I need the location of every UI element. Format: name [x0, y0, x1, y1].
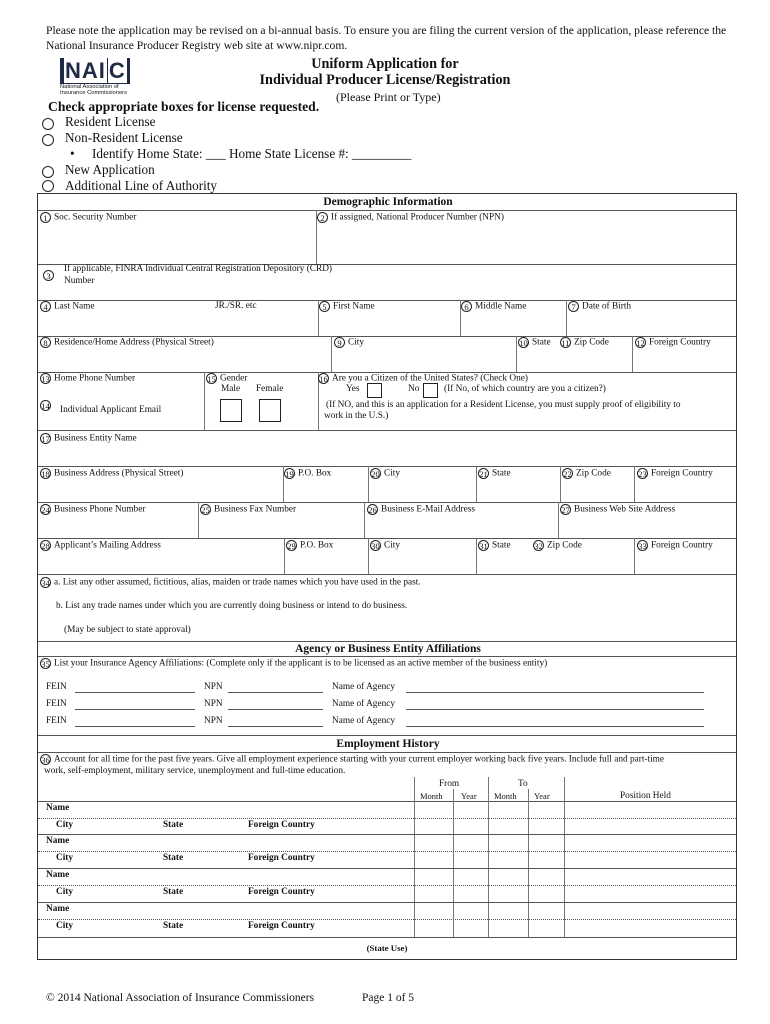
gender-female-label: Female — [256, 384, 284, 394]
field-number-5: 5 — [319, 301, 330, 312]
field-mailing-foreign-country[interactable]: 33 Foreign Country — [638, 540, 713, 551]
field-number-23: 23 — [638, 469, 647, 479]
new-application-radio[interactable] — [42, 166, 54, 178]
field-jr-sr[interactable]: JR./SR. etc — [215, 301, 257, 311]
field-number-3: 3 — [43, 270, 54, 281]
field-number-16: 16 — [319, 374, 328, 384]
field-number-18: 18 — [41, 469, 50, 479]
logo-subtitle-1: National Association of — [60, 84, 119, 90]
agency-name-label-3: Name of Agency — [332, 716, 395, 726]
field-number-1: 1 — [40, 212, 51, 223]
field-business-state[interactable]: 21 State — [479, 468, 511, 479]
agency-npn-label-3: NPN — [204, 716, 223, 726]
application-form-frame — [37, 193, 737, 960]
employment-foreign-label-4: Foreign Country — [248, 921, 315, 931]
employment-city-label-2: City — [56, 853, 74, 863]
field-foreign-country[interactable]: 12 Foreign Country — [636, 337, 711, 348]
field-number-4: 4 — [40, 301, 51, 312]
field-number-32: 32 — [534, 541, 543, 551]
demographic-heading: Demographic Information — [323, 196, 453, 208]
to-month-label: Month — [494, 791, 517, 801]
gender-male-checkbox[interactable] — [220, 399, 242, 422]
page-number: Page 1 of 5 — [362, 992, 415, 1004]
citizen-no-note: (If No, of which country are you a citizen?) — [444, 384, 606, 394]
field-business-website[interactable]: 27 Business Web Site Address — [561, 504, 676, 515]
employment-name-label-2: Name — [46, 836, 70, 846]
gender-female-checkbox[interactable] — [259, 399, 281, 422]
field-number-9: 9 — [334, 337, 345, 348]
field-business-email[interactable]: 26 Business E-Mail Address — [368, 504, 475, 515]
field-date-of-birth[interactable]: 7 Date of Birth — [568, 301, 631, 313]
agency-name-input-3[interactable] — [406, 726, 704, 727]
field-number-2: 2 — [317, 212, 328, 223]
field-citizen: 16 Are you a Citizen of the United States? (Check One) — [319, 373, 528, 384]
field-business-city[interactable]: 20 City — [371, 468, 401, 479]
field-number-29: 29 — [287, 541, 296, 551]
field-number-12: 12 — [636, 338, 645, 348]
field-number-15: 15 — [207, 374, 216, 384]
resident-license-radio[interactable] — [42, 118, 54, 130]
employment-name-label-3: Name — [46, 870, 70, 880]
field-number-11: 11 — [561, 338, 570, 348]
logo-text: NAI — [65, 58, 106, 83]
citizen-no-checkbox[interactable] — [423, 383, 438, 398]
field-other-names[interactable]: 34 a. List any other assumed, fictitious, alias, maiden or trade names which you have used in the past. — [41, 577, 421, 588]
field-number-21: 21 — [479, 469, 488, 479]
from-month-label: Month — [420, 791, 443, 801]
gender-male-label: Male — [221, 384, 241, 394]
non-resident-license-radio[interactable] — [42, 134, 54, 146]
employment-foreign-label-2: Foreign Country — [248, 853, 315, 863]
field-email-label: Individual Applicant Email — [60, 405, 162, 415]
field-number-27: 27 — [561, 505, 570, 515]
employment-state-label-3: State — [163, 887, 184, 897]
agency-fein-label-3: FEIN — [46, 716, 67, 726]
agency-npn-input-3[interactable] — [228, 726, 323, 727]
employment-state-label-4: State — [163, 921, 184, 931]
field-number-33: 33 — [638, 541, 647, 551]
copyright-footer: © 2014 National Association of Insurance Commissioners — [46, 992, 315, 1004]
field-number-22: 22 — [563, 469, 572, 479]
employment-city-label-4: City — [56, 921, 74, 931]
agency-npn-label-1: NPN — [204, 682, 223, 692]
to-year-label: Year — [534, 791, 550, 801]
field-city[interactable]: 9 City — [334, 337, 364, 349]
bullet: • — [70, 146, 75, 161]
agency-fein-input-2[interactable] — [75, 709, 195, 710]
agency-name-label-2: Name of Agency — [332, 699, 395, 709]
field-number-35: 35 — [41, 659, 50, 669]
field-number-20: 20 — [371, 469, 380, 479]
from-year-label: Year — [461, 791, 477, 801]
resident-license-label: Resident License — [65, 114, 156, 129]
employment-heading: Employment History — [336, 738, 440, 750]
agency-fein-input-1[interactable] — [75, 692, 195, 693]
employment-name-label-1: Name — [46, 803, 70, 813]
field-number-24: 24 — [41, 505, 50, 515]
additional-loa-radio[interactable] — [42, 180, 54, 192]
field-number-36: 36 — [41, 755, 50, 765]
field-mailing-address[interactable]: 28 Applicant’s Mailing Address — [41, 540, 161, 551]
field-npn[interactable]: 2 If assigned, National Producer Number (NPN) — [317, 212, 504, 224]
field-business-fax[interactable]: 25 Business Fax Number — [201, 504, 297, 515]
state-approval-note: (May be subject to state approval) — [64, 625, 191, 635]
citizen-proof-note-1: (If NO, and this is an application for a Resident License, you must supply proof of eligibility to — [326, 400, 681, 410]
field-mailing-zip[interactable]: 32 Zip Code — [534, 540, 582, 551]
field-number-28: 28 — [41, 541, 50, 551]
logo-highlight: C — [108, 58, 126, 83]
logo-subtitle-2: Insurance Commissioners — [60, 90, 128, 97]
agency-npn-input-2[interactable] — [228, 709, 323, 710]
home-state-field[interactable]: Identify Home State: ___ Home State License #: _________ — [92, 146, 412, 161]
field-number-30: 30 — [371, 541, 380, 551]
field-business-phone[interactable]: 24 Business Phone Number — [41, 504, 146, 515]
form-title-line1: Uniform Application for — [311, 56, 459, 72]
agency-fein-label-1: FEIN — [46, 682, 67, 692]
field-number-17: 17 — [41, 434, 50, 444]
citizen-proof-note-2: work in the U.S.) — [324, 411, 389, 421]
field-crd[interactable] — [43, 264, 57, 281]
field-number-13: 13 — [41, 374, 50, 384]
citizen-yes-label: Yes — [346, 384, 360, 394]
employment-foreign-label-1: Foreign Country — [248, 820, 315, 830]
field-number-14: 14 — [41, 401, 50, 411]
field-number-19: 19 — [285, 469, 294, 479]
field-business-foreign-country[interactable]: 23 Foreign Country — [638, 468, 713, 479]
field-crd-label-1: If applicable, FINRA Individual Central Registration Depository (CRD) — [64, 264, 333, 274]
employment-state-label-2: State — [163, 853, 184, 863]
field-mailing-city[interactable]: 30 City — [371, 540, 401, 551]
employment-to-label: To — [518, 779, 528, 789]
field-business-po-box[interactable]: 19 P.O. Box — [285, 468, 332, 479]
agency-fein-label-2: FEIN — [46, 699, 67, 709]
field-number-7: 7 — [568, 301, 579, 312]
employment-instruction-1: 36 Account for all time for the past five years. Give all employment experience starting with your current employer working back five years. Include full and part-time — [41, 754, 665, 765]
employment-state-label-1: State — [163, 820, 184, 830]
field-number-34: 34 — [41, 578, 50, 588]
employment-name-label-4: Name — [46, 904, 70, 914]
agency-npn-input-1[interactable] — [228, 692, 323, 693]
state-use-label: (State Use) — [366, 943, 408, 953]
field-crd-label-2: Number — [64, 276, 95, 286]
agency-fein-input-3[interactable] — [75, 726, 195, 727]
employment-instruction-2: work, self-employment, military service, unemployment and full-time education. — [44, 766, 346, 776]
employment-city-label-1: City — [56, 820, 74, 830]
field-email[interactable] — [40, 400, 54, 412]
field-first-name[interactable]: 5 First Name — [319, 301, 375, 313]
license-check-heading: Check appropriate boxes for license requested. — [48, 99, 320, 114]
field-home-phone[interactable]: 13 Home Phone Number — [41, 373, 136, 384]
field-number-26: 26 — [368, 505, 377, 515]
field-mailing-state[interactable]: 31 State — [479, 540, 511, 551]
field-last-name[interactable]: 4 Last Name — [40, 301, 95, 313]
field-number-25: 25 — [201, 505, 210, 515]
employment-city-label-3: City — [56, 887, 74, 897]
field-state[interactable]: 10 State — [519, 337, 551, 348]
new-application-label: New Application — [65, 162, 155, 177]
non-resident-license-label: Non-Resident License — [65, 130, 183, 145]
revision-notice: Please note the application may be revised on a bi-annual basis. To ensure you are filing the current version of the application, please reference the National Insurance Producer Registry web site at www.nipr.com. — [46, 24, 727, 52]
citizen-no-label: No — [408, 384, 420, 394]
field-business-zip[interactable]: 22 Zip Code — [563, 468, 611, 479]
agency-name-input-1[interactable] — [406, 692, 704, 693]
field-middle-name[interactable]: 6 Middle Name — [461, 301, 526, 313]
field-zip[interactable]: 11 Zip Code — [561, 337, 609, 348]
agency-npn-label-2: NPN — [204, 699, 223, 709]
employment-foreign-label-3: Foreign Country — [248, 887, 315, 897]
field-business-entity-name[interactable]: 17 Business Entity Name — [41, 433, 137, 444]
field-ssn[interactable]: 1 Soc. Security Number — [40, 212, 136, 224]
position-held-label: Position Held — [620, 791, 671, 801]
agency-name-input-2[interactable] — [406, 709, 704, 710]
agency-affiliations-instruction: 35 List your Insurance Agency Affiliations: (Complete only if the applicant is to be licensed as an active member of the business entity) — [41, 658, 548, 669]
citizen-yes-checkbox[interactable] — [367, 383, 382, 398]
agency-heading: Agency or Business Entity Affiliations — [295, 643, 481, 655]
field-number-6: 6 — [461, 301, 472, 312]
agency-name-label-1: Name of Agency — [332, 682, 395, 692]
field-number-10: 10 — [519, 338, 528, 348]
field-number-8: 8 — [40, 337, 51, 348]
additional-loa-label: Additional Line of Authority — [65, 178, 218, 193]
field-mailing-po-box[interactable]: 29 P.O. Box — [287, 540, 334, 551]
form-title-line2: Individual Producer License/Registration — [259, 72, 511, 88]
field-trade-names[interactable]: b. List any trade names under which you are currently doing business or intend to do business. — [56, 601, 408, 611]
field-number-31: 31 — [479, 541, 488, 551]
field-gender: 15 Gender — [207, 373, 248, 384]
field-business-address[interactable]: 18 Business Address (Physical Street) — [41, 468, 184, 479]
field-residence-address[interactable]: 8 Residence/Home Address (Physical Street) — [40, 337, 214, 349]
form-title-instruction: (Please Print or Type) — [336, 90, 441, 104]
employment-from-label: From — [439, 779, 460, 789]
